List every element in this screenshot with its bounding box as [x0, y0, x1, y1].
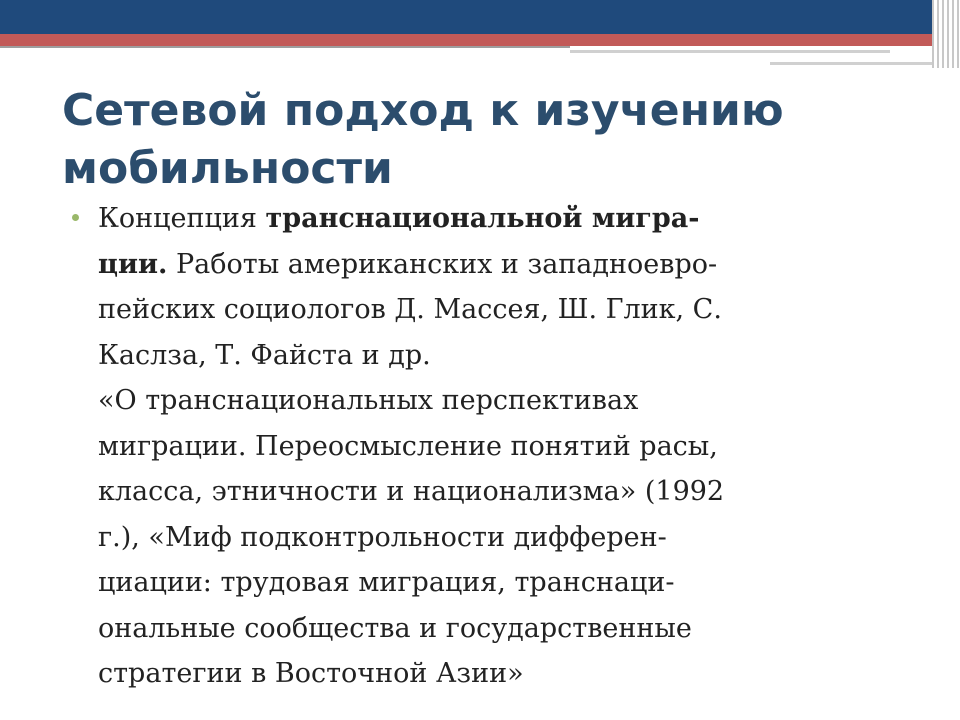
bullet-dot-icon: [72, 214, 79, 221]
bullet-item: [70, 196, 870, 697]
slide-title: [62, 82, 902, 198]
header-corner-stripes: [932, 0, 960, 68]
header-accent-block: [570, 46, 960, 62]
bullet-text: [98, 196, 870, 697]
slide-title-line: Сетевой подход к изучению: [62, 85, 784, 136]
bullet-line: пейских социологов Д. Массея, Ш. Глик, С.: [98, 294, 722, 325]
bullet-line: [98, 242, 870, 288]
header-band-red: [0, 34, 960, 46]
bullet-line: стратегии в Восточной Азии»: [98, 658, 524, 689]
header-band-navy: [0, 0, 960, 34]
bullet-line: циации: трудовая миграция, транснаци-: [98, 567, 675, 598]
bullet-list: [70, 196, 870, 697]
bullet-bold-run: ции.: [98, 248, 168, 280]
slide-title-line: мобильности: [62, 143, 393, 194]
bullet-line: класса, этничности и национализма» (1992: [98, 476, 725, 507]
bullet-line: [98, 196, 870, 242]
bullet-line: ональные сообщества и государственные: [98, 612, 692, 644]
bullet-line: Каслза, Т. Файста и др.: [98, 339, 431, 371]
header-accent-line: [770, 62, 945, 65]
bullet-line: «О транснациональных перспективах: [98, 385, 639, 416]
bullet-text-run: Работы американских и западноевро-: [167, 248, 718, 280]
header-accent-line: [570, 50, 890, 53]
bullet-bold-run: транснациональной мигра-: [265, 203, 700, 234]
bullet-text-run: Концепция: [98, 203, 266, 234]
bullet-line: г.), «Миф подконтрольности дифферен-: [98, 521, 667, 553]
bullet-line: миграции. Переосмысление понятий расы,: [98, 430, 718, 462]
